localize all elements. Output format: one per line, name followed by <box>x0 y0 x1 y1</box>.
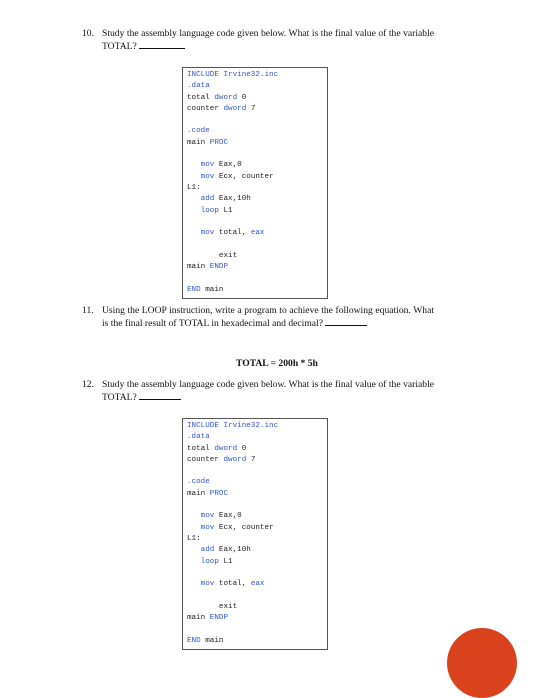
answer-blank <box>325 317 367 326</box>
question-number: 11. <box>82 305 94 316</box>
question-12 <box>82 379 434 404</box>
question-number: 12. <box>82 379 94 390</box>
question-text: Study the assembly language code given below. What is the final value of the variable TOTAL? <box>102 28 434 52</box>
question-11 <box>82 305 434 330</box>
question-text: Using the LOOP instruction, write a program to achieve the following equation. What is the final result of TOTAL in hexadecimal and decimal? <box>102 305 434 329</box>
question-number: 10. <box>82 28 94 39</box>
code-block-1: INCLUDE Irvine32.inc .data total dword 0 counter dword 7 .code main PROC mov Eax,0 mov Ecx, counter L1: add Eax,10h loop L1 mov total, eax exit main ENDP END main <box>182 67 328 299</box>
code-block-2: INCLUDE Irvine32.inc .data total dword 0 counter dword 7 .code main PROC mov Eax,0 mov Ecx, counter L1: add Eax,10h loop L1 mov total, eax exit main ENDP END main <box>182 418 328 650</box>
answer-blank <box>139 391 181 400</box>
formula: TOTAL = 200h * 5h <box>236 358 318 369</box>
orange-circle-decoration <box>447 628 517 698</box>
question-10 <box>82 28 434 53</box>
question-text: Study the assembly language code given below. What is the final value of the variable TOTAL? <box>102 379 434 403</box>
answer-blank <box>139 40 185 49</box>
